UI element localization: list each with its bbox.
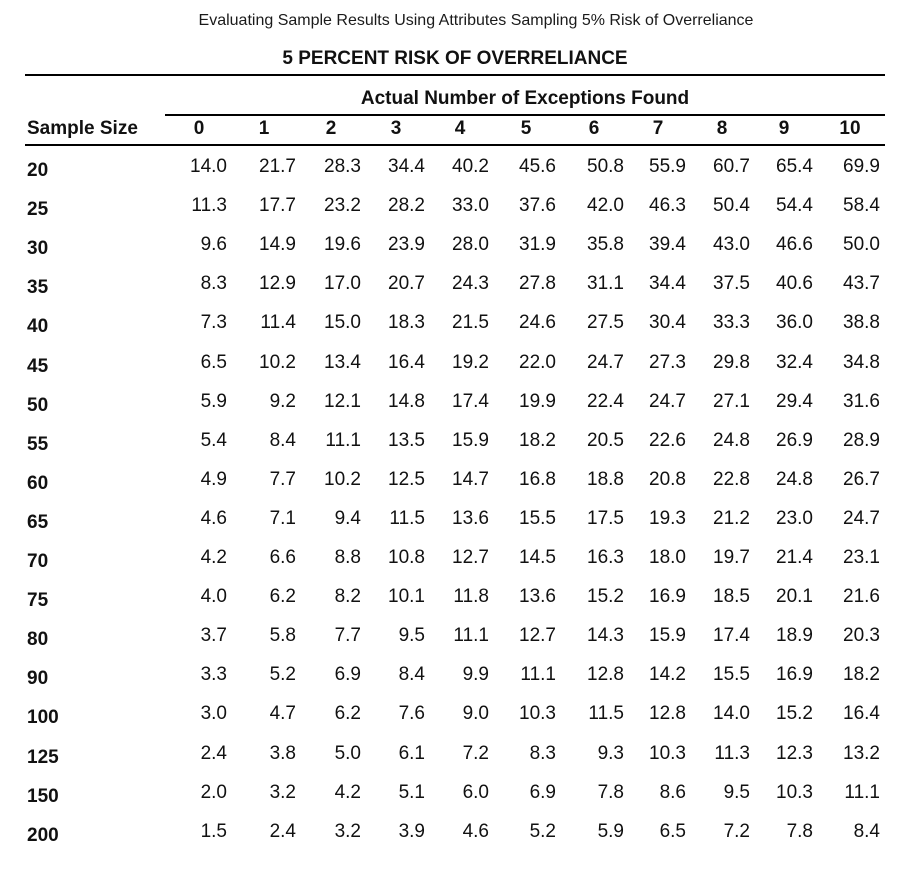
table-row: [0, 391, 922, 417]
table-cell: 45.6: [519, 156, 556, 177]
table-cell: 23.0: [776, 507, 813, 529]
table-cell: 8.4: [853, 820, 880, 842]
table-cell: 12.8: [649, 703, 686, 725]
table-cell: 38.8: [843, 312, 880, 334]
table-cell: 50.0: [843, 234, 880, 256]
table-cell: 17.4: [713, 625, 750, 647]
sample-size-label: 80: [27, 629, 49, 651]
table-cell: 9.5: [723, 781, 750, 803]
table-cell: 27.1: [713, 390, 750, 412]
table-cell: 4.6: [200, 507, 227, 529]
sample-size-label: 20: [27, 160, 49, 181]
table-cell: 6.2: [334, 703, 361, 725]
table-cell: 3.9: [398, 820, 425, 842]
sample-size-label: 35: [27, 277, 49, 299]
table-cell: 28.3: [324, 156, 361, 177]
table-cell: 40.2: [452, 156, 489, 177]
table-cell: 50.8: [587, 156, 624, 177]
sample-size-label: 55: [27, 433, 49, 455]
table-cell: 21.4: [776, 547, 813, 568]
table-cell: 18.2: [843, 664, 880, 686]
sample-size-label: 45: [27, 355, 49, 377]
table-cell: 12.5: [388, 468, 425, 490]
table-cell: 7.8: [597, 781, 624, 803]
table-cell: 14.9: [259, 234, 296, 256]
column-header: 1: [258, 118, 270, 139]
table-cell: 4.2: [334, 781, 361, 803]
table-cell: 24.8: [776, 468, 813, 490]
table-cell: 8.4: [269, 429, 296, 451]
exceptions-group-header: Actual Number of Exceptions Found: [360, 88, 690, 109]
table-cell: 34.4: [649, 273, 686, 295]
sample-size-label: 200: [27, 824, 59, 846]
table-cell: 14.2: [649, 664, 686, 686]
table-cell: 5.9: [200, 390, 227, 412]
table-cell: 34.8: [843, 351, 880, 373]
table-cell: 13.4: [324, 351, 361, 373]
table-cell: 16.9: [649, 586, 686, 608]
sample-size-label: 70: [27, 551, 49, 572]
table-cell: 37.5: [713, 273, 750, 295]
table-cell: 15.9: [452, 429, 489, 451]
table-cell: 10.3: [649, 742, 686, 764]
table-row: [0, 625, 922, 651]
table-cell: 27.3: [649, 351, 686, 373]
table-cell: 8.4: [398, 664, 425, 686]
table-row: [0, 743, 922, 769]
table-row: [0, 195, 922, 221]
table-cell: 39.4: [649, 234, 686, 256]
table-cell: 19.3: [649, 507, 686, 529]
table-cell: 11.1: [453, 625, 489, 647]
table-cell: 19.7: [713, 547, 750, 568]
table-cell: 20.7: [388, 273, 425, 295]
table-cell: 10.8: [388, 547, 425, 568]
table-cell: 32.4: [776, 351, 813, 373]
table-cell: 36.0: [776, 312, 813, 334]
table-cell: 24.7: [587, 351, 624, 373]
table-cell: 20.8: [649, 468, 686, 490]
top-rule: [25, 74, 885, 76]
table-cell: 10.1: [388, 586, 425, 608]
table-cell: 20.5: [587, 429, 624, 451]
table-row: [0, 703, 922, 729]
table-cell: 8.8: [334, 547, 361, 568]
table-cell: 10.2: [324, 468, 361, 490]
column-header: 0: [193, 118, 205, 139]
table-cell: 11.8: [453, 586, 489, 608]
table-cell: 7.6: [398, 703, 425, 725]
column-header: 10: [839, 118, 861, 139]
table-cell: 42.0: [587, 195, 624, 217]
table-row: [0, 234, 922, 260]
table-cell: 23.2: [324, 195, 361, 217]
column-header: 8: [716, 118, 728, 139]
table-cell: 15.5: [519, 507, 556, 529]
table-cell: 9.9: [462, 664, 489, 686]
table-row: [0, 664, 922, 690]
table-cell: 5.2: [529, 820, 556, 842]
column-header: 6: [588, 118, 600, 139]
table-cell: 6.5: [200, 351, 227, 373]
table-cell: 14.8: [388, 390, 425, 412]
table-cell: 31.1: [587, 273, 624, 295]
table-cell: 8.6: [659, 781, 686, 803]
sample-size-header: Sample Size: [27, 118, 138, 139]
table-row: [0, 547, 922, 573]
table-cell: 5.9: [597, 820, 624, 842]
table-cell: 6.9: [334, 664, 361, 686]
table-row: [0, 156, 922, 182]
sample-size-label: 150: [27, 785, 59, 807]
table-cell: 16.8: [519, 468, 556, 490]
table-cell: 7.1: [269, 507, 296, 529]
table-cell: 15.5: [713, 664, 750, 686]
table-cell: 4.9: [200, 468, 227, 490]
table-row: [0, 821, 922, 847]
table-cell: 5.1: [398, 781, 425, 803]
sample-size-label: 125: [27, 746, 59, 768]
table-cell: 7.2: [462, 742, 489, 764]
column-header: 2: [325, 118, 337, 139]
table-cell: 22.8: [713, 468, 750, 490]
table-cell: 13.2: [843, 742, 880, 764]
table-cell: 7.7: [269, 468, 296, 490]
table-cell: 24.7: [649, 390, 686, 412]
sample-size-label: 90: [27, 668, 49, 690]
table-cell: 37.6: [519, 195, 556, 217]
table-cell: 34.4: [388, 156, 425, 177]
table-cell: 65.4: [776, 156, 813, 177]
table-cell: 26.9: [776, 429, 813, 451]
table-cell: 18.0: [649, 547, 686, 568]
table-cell: 18.5: [713, 586, 750, 608]
table-cell: 19.2: [452, 351, 489, 373]
column-header: 7: [652, 118, 664, 139]
table-cell: 28.0: [452, 234, 489, 256]
table-cell: 40.6: [776, 273, 813, 295]
table-cell: 4.2: [200, 547, 227, 568]
table-cell: 6.9: [529, 781, 556, 803]
column-header: 4: [454, 118, 466, 139]
table-cell: 24.7: [843, 507, 880, 529]
table-cell: 13.5: [388, 429, 425, 451]
table-cell: 13.6: [519, 586, 556, 608]
table-cell: 11.5: [389, 507, 425, 529]
table-cell: 8.3: [200, 273, 227, 295]
table-cell: 11.3: [191, 195, 227, 217]
table-cell: 5.0: [334, 742, 361, 764]
table-cell: 7.7: [334, 625, 361, 647]
sample-size-label: 30: [27, 238, 49, 260]
table-cell: 10.2: [259, 351, 296, 373]
table-cell: 12.3: [776, 742, 813, 764]
sample-size-label: 40: [27, 316, 49, 338]
table-cell: 7.3: [200, 312, 227, 334]
table-cell: 12.7: [452, 547, 489, 568]
table-cell: 7.2: [723, 820, 750, 842]
table-cell: 11.1: [325, 429, 361, 451]
table-cell: 14.5: [519, 547, 556, 568]
table-cell: 11.1: [520, 664, 556, 686]
table-cell: 2.4: [269, 820, 296, 842]
table-cell: 9.3: [597, 742, 624, 764]
table-cell: 11.1: [844, 781, 880, 803]
table-title: 5 PERCENT RISK OF OVERRELIANCE: [282, 48, 628, 69]
table-cell: 10.3: [776, 781, 813, 803]
sample-size-label: 75: [27, 590, 49, 612]
table-row: [0, 312, 922, 338]
table-cell: 8.3: [529, 742, 556, 764]
table-cell: 12.7: [519, 625, 556, 647]
table-cell: 10.3: [519, 703, 556, 725]
table-cell: 60.7: [713, 156, 750, 177]
table-cell: 8.2: [334, 586, 361, 608]
table-cell: 13.6: [452, 507, 489, 529]
table-cell: 14.7: [452, 468, 489, 490]
table-cell: 21.6: [843, 586, 880, 608]
table-cell: 4.6: [462, 820, 489, 842]
table-cell: 17.7: [259, 195, 296, 217]
table-cell: 17.4: [452, 390, 489, 412]
table-cell: 43.0: [713, 234, 750, 256]
column-header: 3: [390, 118, 402, 139]
table-cell: 16.3: [587, 547, 624, 568]
table-cell: 15.0: [324, 312, 361, 334]
table-cell: 6.2: [269, 586, 296, 608]
table-cell: 33.0: [452, 195, 489, 217]
table-cell: 2.4: [200, 742, 227, 764]
table-row: [0, 352, 922, 378]
table-cell: 22.4: [587, 390, 624, 412]
table-cell: 31.9: [519, 234, 556, 256]
table-cell: 5.8: [269, 625, 296, 647]
table-cell: 17.0: [324, 273, 361, 295]
table-cell: 3.8: [269, 742, 296, 764]
table-cell: 23.1: [843, 547, 880, 568]
group-header-rule: [165, 114, 885, 116]
table-cell: 9.0: [462, 703, 489, 725]
table-row: [0, 508, 922, 534]
table-cell: 15.2: [587, 586, 624, 608]
table-cell: 5.4: [200, 429, 227, 451]
table-cell: 16.9: [776, 664, 813, 686]
table-cell: 3.2: [334, 820, 361, 842]
table-cell: 24.6: [519, 312, 556, 334]
table-cell: 6.0: [462, 781, 489, 803]
table-cell: 14.0: [190, 156, 227, 177]
table-row: [0, 469, 922, 495]
table-cell: 11.5: [588, 703, 624, 725]
column-header: 5: [520, 118, 532, 139]
table-cell: 12.8: [587, 664, 624, 686]
table-cell: 7.8: [786, 820, 813, 842]
table-cell: 24.3: [452, 273, 489, 295]
table-row: [0, 782, 922, 808]
table-cell: 9.6: [200, 234, 227, 256]
table-cell: 27.5: [587, 312, 624, 334]
table-cell: 22.0: [519, 351, 556, 373]
table-cell: 6.5: [659, 820, 686, 842]
table-cell: 16.4: [388, 351, 425, 373]
sample-size-label: 60: [27, 472, 49, 494]
table-cell: 12.1: [324, 390, 361, 412]
table-cell: 23.9: [388, 234, 425, 256]
table-cell: 54.4: [776, 195, 813, 217]
table-cell: 35.8: [587, 234, 624, 256]
table-cell: 9.2: [269, 390, 296, 412]
table-cell: 27.8: [519, 273, 556, 295]
table-cell: 3.3: [200, 664, 227, 686]
table-row: [0, 586, 922, 612]
table-cell: 50.4: [713, 195, 750, 217]
table-cell: 1.5: [200, 820, 227, 842]
table-cell: 3.2: [269, 781, 296, 803]
table-cell: 11.3: [714, 742, 750, 764]
table-cell: 2.0: [200, 781, 227, 803]
table-row: [0, 430, 922, 456]
table-cell: 12.9: [259, 273, 296, 295]
table-cell: 20.3: [843, 625, 880, 647]
table-cell: 9.4: [334, 507, 361, 529]
table-cell: 69.9: [843, 156, 880, 177]
table-row: [0, 273, 922, 299]
table-cell: 3.0: [200, 703, 227, 725]
table-cell: 6.6: [269, 547, 296, 568]
table-cell: 26.7: [843, 468, 880, 490]
table-cell: 20.1: [776, 586, 813, 608]
table-cell: 18.3: [388, 312, 425, 334]
table-cell: 30.4: [649, 312, 686, 334]
table-cell: 21.2: [713, 507, 750, 529]
table-cell: 11.4: [260, 312, 296, 334]
table-cell: 4.7: [269, 703, 296, 725]
table-cell: 28.9: [843, 429, 880, 451]
table-cell: 18.9: [776, 625, 813, 647]
table-cell: 19.9: [519, 390, 556, 412]
table-cell: 15.2: [776, 703, 813, 725]
table-cell: 21.7: [259, 156, 296, 177]
table-cell: 29.8: [713, 351, 750, 373]
table-cell: 18.2: [519, 429, 556, 451]
table-cell: 15.9: [649, 625, 686, 647]
table-cell: 21.5: [452, 312, 489, 334]
table-cell: 28.2: [388, 195, 425, 217]
table-cell: 16.4: [843, 703, 880, 725]
table-cell: 17.5: [587, 507, 624, 529]
header-bottom-rule: [25, 144, 885, 146]
table-cell: 5.2: [269, 664, 296, 686]
sample-size-label: 25: [27, 199, 49, 221]
table-caption: Evaluating Sample Results Using Attributes Sampling 5% Risk of Overreliance: [198, 12, 754, 29]
sample-size-label: 100: [27, 707, 59, 729]
sample-size-label: 65: [27, 511, 49, 533]
sample-size-label: 50: [27, 394, 49, 416]
column-header: 9: [778, 118, 790, 139]
table-cell: 22.6: [649, 429, 686, 451]
table-cell: 31.6: [843, 390, 880, 412]
table-cell: 6.1: [398, 742, 425, 764]
table-cell: 9.5: [398, 625, 425, 647]
table-cell: 14.0: [713, 703, 750, 725]
table-cell: 46.6: [776, 234, 813, 256]
table-cell: 43.7: [843, 273, 880, 295]
table-cell: 29.4: [776, 390, 813, 412]
table-cell: 33.3: [713, 312, 750, 334]
table-cell: 55.9: [649, 156, 686, 177]
table-cell: 19.6: [324, 234, 361, 256]
table-cell: 4.0: [200, 586, 227, 608]
table-cell: 46.3: [649, 195, 686, 217]
table-cell: 24.8: [713, 429, 750, 451]
table-cell: 14.3: [587, 625, 624, 647]
table-cell: 18.8: [587, 468, 624, 490]
table-cell: 3.7: [200, 625, 227, 647]
table-cell: 58.4: [843, 195, 880, 217]
